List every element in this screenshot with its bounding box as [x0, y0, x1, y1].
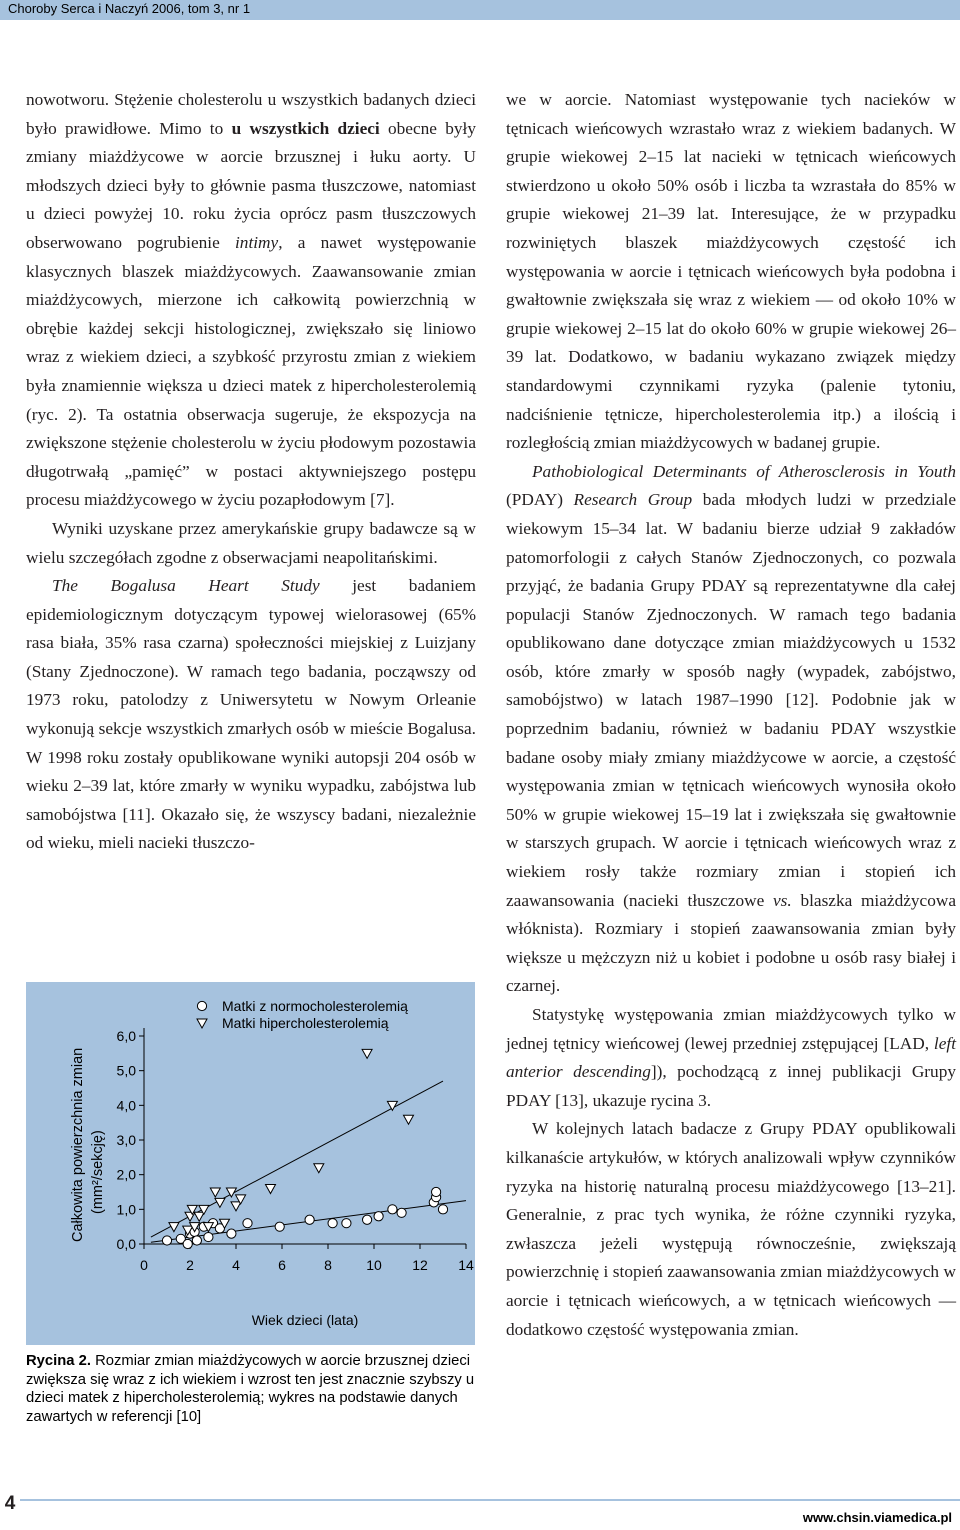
data-point-triangle — [231, 1202, 241, 1211]
x-tick-label: 0 — [140, 1257, 148, 1273]
data-point-triangle — [210, 1188, 220, 1197]
y-axis-label-units: (mm²/sekcję) — [90, 1130, 106, 1214]
data-point-circle — [162, 1236, 171, 1245]
data-point-circle — [305, 1215, 314, 1224]
figure-2-chart — [26, 982, 475, 1345]
paragraph: we w aorcie. Natomiast występowanie tych nacieków w tętnicach wieńcowych wzrastało wraz z wiekiem badanych. W grupie wiekowej 2–15 lat nacieki w tętnicach wieńcowych stwierdzono u około 50% osób i liczba ta wzrastała do 85% w grupie wiekowej 21–39 lat. Interesujące, że w przypadku rozwiniętych blaszek miażdżycowych częstość ich występowania w aorcie i tętnicach wieńcowych była podobna i gwałtownie zwiększała się wraz z wiekiem — od około 10% w grupie wiekowej 2–15 lat do około 60% w grupie wiekowej 26–39 lat. Dodatkowo, w badaniu wykazano związek między standardowymi czynnikami ryzyka (palenie tytoniu, nadciśnienie tętnicze, hipercholesterolemia itp.) a ilością i rozległością zmian miażdżycowych w badanej grupie. — [506, 90, 956, 453]
x-tick-label: 14 — [458, 1257, 474, 1273]
data-point-circle — [328, 1219, 337, 1228]
data-point-circle — [342, 1219, 351, 1228]
y-tick-label: 4,0 — [116, 1097, 136, 1114]
scatter-plot — [26, 982, 475, 1345]
y-tick-label: 5,0 — [116, 1062, 136, 1079]
legend-marker-triangle — [197, 1019, 207, 1028]
data-point-circle — [183, 1239, 192, 1248]
data-point-circle — [243, 1219, 252, 1228]
y-tick-label: 2,0 — [116, 1166, 136, 1183]
paragraph: Pathobiological Determinants of Atherosclerosis in Youth (PDAY) Research Group bada młodych ludzi w przedziale wiekowym 15–34 lat. W badaniu bierze udział 9 zakładów patomorfologii z całych Stanów Zjednoczonych, co pozwala przyjąć, że badania Grupy PDAY są reprezentatywne dla całej populacji Stanów Zjednoczonych. W ramach tego badania opublikowano dane dotyczące zmian miażdżycowych u 1532 osób, które zmarły w sposób nagły (wypadek, zabójstwo, samobójstwo) w latach 1987–1990 [12]. Podobnie jak w poprzednim badaniu, również w badaniu PDAY wszystkie badane osoby miały zmiany miażdżycowe w aorcie, a częstość występowania zmian w tętnicach wieńcowych wynosiła około 50% w grupie wiekowej 15–19 lat i zwiększała się gwałtownie w starszych grupach. W aorcie i tętnicach wieńcowych wraz z wiekiem rosły także rozmiary zmian i stopień ich zaawansowania (nacieki tłuszczowe vs. blaszka miażdżycowa włóknista). Rozmiary i stopień zaawansowania zmian były większe u mężczyzn niż u kobiet i podobne u osób rasy białej i czarnej. — [506, 461, 956, 996]
data-point-circle — [204, 1232, 213, 1241]
legend-marker-circle — [197, 1001, 206, 1010]
paragraph: The Bogalusa Heart Study jest badaniem epidemiologicznym dotyczącym typowej wielorasowej (65% rasa biała, 35% rasa czarna) społeczności miejskiej z Luizjany (Stany Zjednoczone). W ramach tego badania, począwszy od 1973 roku, patolodzy z Uniwersytetu w Nowym Orleanie wykonują sekcje wszystkich zmarłych osób w mieście Bogalusa. W 1998 roku zostały opublikowane wyniki autopsji 204 osób w wieku 2–39 lat, które zmarły w wyniku wypadku, zabójstwa lub samobójstwa [11]. Okazało się, że wszyscy badani, niezależnie od wieku, mieli nacieki tłuszczo- — [26, 576, 476, 853]
y-tick-label: 6,0 — [116, 1028, 136, 1044]
data-point-circle — [388, 1205, 397, 1214]
paragraph: W kolejnych latach badacze z Grupy PDAY opublikowali kilkanaście artykułów, w których analizowali wpływ czynników ryzyka na historię naturalną procesu miażdżycowego [13–21]. Generalnie, z prac tych wynika, że różne czynniki ryzyka, zwłaszcza jeżeli występują równocześnie, zwiększają powierzchnię i stopień zaawansowania zmian miażdżycowych w aorcie i tętnicach wieńcowych, a w tętnicach wieńcowych — dodatkowo częstość występowania zmian. — [506, 1119, 956, 1339]
data-point-circle — [438, 1205, 447, 1214]
page-number: 4 — [0, 1484, 20, 1524]
y-tick-label: 3,0 — [116, 1132, 136, 1148]
data-point-triangle — [404, 1115, 414, 1124]
data-point-circle — [275, 1222, 284, 1231]
journal-title: Choroby Serca i Naczyń 2006, tom 3, nr 1 — [8, 1, 251, 16]
figure-caption — [26, 1352, 486, 1426]
data-point-triangle — [194, 1212, 204, 1221]
x-tick-label: 10 — [366, 1257, 382, 1273]
data-point-triangle — [215, 1198, 225, 1207]
x-tick-label: 4 — [232, 1257, 240, 1273]
legend-label: Matki z normocholesterolemią — [222, 998, 408, 1014]
data-point-triangle — [185, 1212, 195, 1221]
caption-text: Rozmiar zmian miażdżycowych w aorcie brzusznej dzieci zwiększa się wraz z ich wiekiem i wzrost ten jest znacznie szybszy u dzieci matek z hipercholesterolemią; wykres na podstawie danych zawartych w referencji [10] — [26, 1353, 475, 1425]
paragraph: nowotworu. Stężenie cholesterolu u wszystkich badanych dzieci było prawidłowe. Mimo to u wszystkich dzieci obecne były zmiany miażdżycowe w aorcie brzusznej i łuku aorty. U młodszych dzieci były to głównie pasma tłuszczowe, natomiast u dzieci powyżej 10. roku życia oprócz pasm tłuszczowych obserwowano pogrubienie intimy, a nawet występowanie klasycznych blaszek miażdżycowych. Zaawansowanie zmian miażdżycowych, mierzone ich całkowitą powierzchnią w obrębie każdej sekcji histologicznej, zwiększało się liniowo wraz z wiekiem dzieci, a szybkość przyrostu zmian z wiekiem była znamiennie większa u dzieci matek z hipercholesterolemią (ryc. 2). Ta ostatnia obserwacja sugeruje, że ekspozycja na zwiększone stężenie cholesterolu w życiu płodowym pozostawia długotrwałą „pamięć” w postaci aktywniejszego postępu procesu miażdżycowego w życiu pozapłodowym [7]. — [26, 90, 477, 510]
data-point-circle — [397, 1208, 406, 1217]
x-axis-label: Wiek dzieci (lata) — [251, 1312, 359, 1328]
footer-rule — [0, 1499, 960, 1501]
paragraph: Wyniki uzyskane przez amerykańskie grupy badawcze są w wielu szczegółach zgodne z obserwacjami neapolitańskimi. — [26, 518, 476, 567]
data-point-circle — [227, 1229, 236, 1238]
y-tick-label: 0,0 — [116, 1236, 136, 1252]
x-tick-label: 12 — [412, 1257, 428, 1273]
x-tick-label: 6 — [278, 1257, 286, 1273]
data-point-triangle — [266, 1185, 276, 1194]
legend-label: Matki hipercholesterolemią — [222, 1015, 389, 1031]
y-axis-label: Całkowita powierzchnia zmian — [70, 1047, 86, 1242]
data-point-circle — [432, 1187, 441, 1196]
data-point-triangle — [362, 1049, 372, 1058]
text-column-left — [26, 86, 476, 858]
data-point-circle — [192, 1236, 201, 1245]
x-tick-label: 2 — [186, 1257, 194, 1273]
data-point-circle — [363, 1215, 372, 1224]
caption-label: Rycina 2. — [26, 1353, 91, 1369]
text-column-right — [506, 86, 956, 1344]
journal-url: www.chsin.viamedica.pl — [802, 1510, 952, 1525]
data-point-circle — [374, 1212, 383, 1221]
x-tick-label: 8 — [324, 1257, 332, 1273]
data-point-triangle — [314, 1164, 324, 1173]
paragraph: Statystykę występowania zmian miażdżycowych tylko w jednej tętnicy wieńcowej (lewej przedniej zstępującej [LAD, left anterior descending]), pochodzącą z innej publikacji Grupy PDAY [13], ukazuje rycina 3. — [506, 1005, 956, 1110]
journal-header-bar — [0, 0, 960, 20]
y-tick-label: 1,0 — [116, 1201, 136, 1218]
